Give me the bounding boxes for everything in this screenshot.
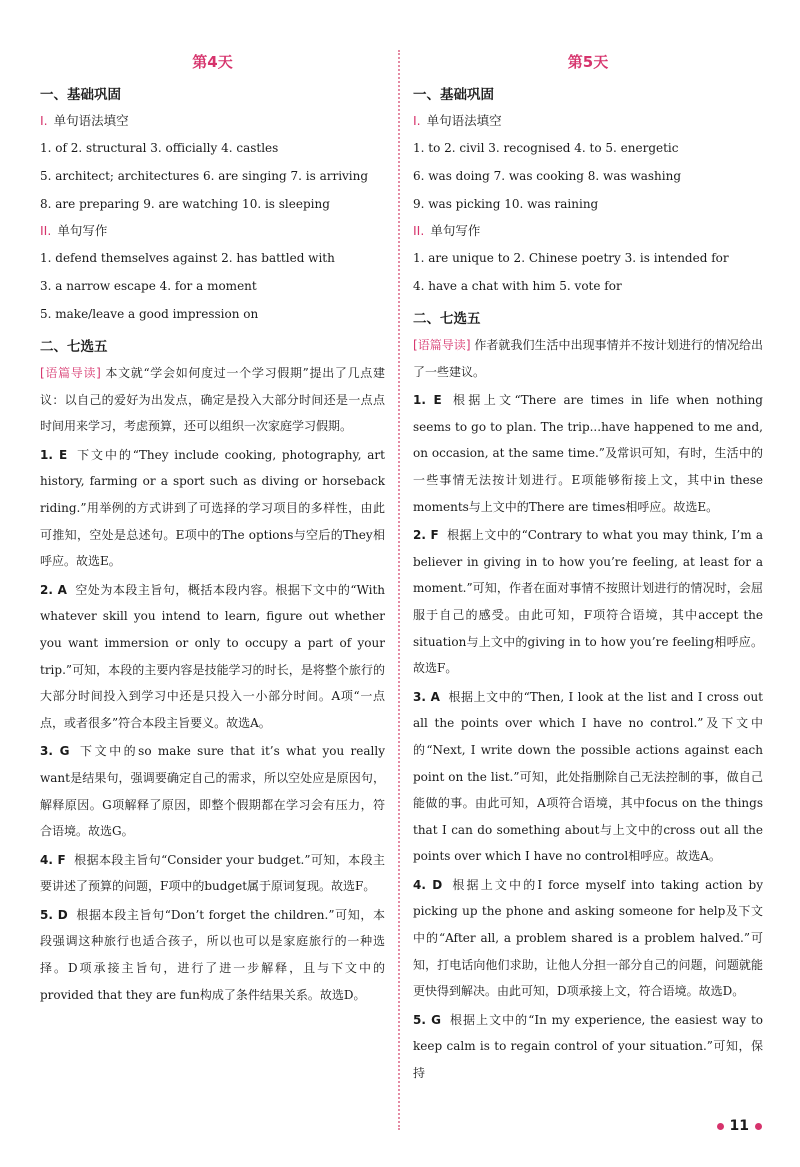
sub-label: 单句语法填空 (426, 113, 502, 128)
item-text: 根据上文中的“In my experience, the easiest way to keep calm is to regain control of your situation.”可知，保持 (413, 1012, 764, 1081)
day4-sub-writing (40, 218, 385, 244)
item-text: 空处为本段主旨句，概括本段内容。根据下文中的“With whatever skill you intend to learn, figure out whether you want immersion or only to occupy a part of your trip.”可知，本段的主要内容是技能学习的时长，是将整个旅行的大部分时间投入到学习中还是只投入一小部分时间。A项“一点点，或者很多”符合本段主旨要义。故选A。 (40, 582, 385, 730)
explanation-item (40, 847, 385, 900)
explanation-item (413, 522, 763, 682)
explanation-item (40, 902, 385, 1008)
item-text: 根据本段主旨句“Don’t forget the children.”可知，本段强调这种旅行也适合孩子，所以也可以是家庭旅行的一种选择。D项承接主旨句，进行了进一步解释，且与下文中的provided that they are fun构成了条件结果关系。故选D。 (40, 907, 385, 1002)
answer-line: 1. defend themselves against 2. has battled with (40, 251, 335, 265)
item-text: 根据上文“There are times in life when nothing seems to go to plan. The trip...have happened to me and, on occasion, at the same time.”及常识可知，有时，生活中的一些事情无法按计划进行。E项能够衔接上文，其中in these moments与上文中的There are times相呼应。故选E。 (413, 393, 763, 514)
explanation-item (40, 738, 385, 844)
day5-section-basics: 一、基础巩固 (413, 87, 494, 103)
item-text: 下文中的“They include cooking, photography, art history, farming or a sport such as diving or horseback riding.”用举例的方式讲到了可选择的学习项目的多样性，由此可推知，空处是总述句。E项中的The options与空后的They相呼应。故选E。 (40, 447, 385, 569)
page-number (717, 1118, 762, 1134)
explanation-item (413, 872, 763, 1005)
guide-text: 作者就我们生活中出现事情并不按计划进行的情况给出了一些建议。 (413, 338, 763, 379)
day5-column (413, 48, 763, 1087)
day4-section-basics: 一、基础巩固 (40, 87, 121, 103)
roman-numeral: I. (413, 113, 421, 128)
day4-sub-grammar (40, 108, 385, 134)
answer-line: 9. was picking 10. was raining (413, 197, 599, 211)
item-number: 1. E (40, 447, 68, 462)
item-number: 2. F (413, 528, 439, 543)
explanation-item (413, 387, 763, 520)
day5-sub-grammar (413, 108, 763, 134)
sub-label: 单句写作 (57, 223, 108, 238)
day4-section-seven-five: 二、七选五 (40, 339, 108, 355)
item-text: 根据上文中的“Contrary to what you may think, I’m a believer in giving in to how you’re feeling, at least for a moment.”可知，作者在面对事情不按照计划进行的情况时，会屈服于自己的感受。由此可知，F项符合语境，其中accept the situation与上文中的giving in to how you’re feeling相呼应。故选F。 (413, 528, 763, 676)
day4-title: 第4天 (192, 53, 233, 71)
sub-label: 单句语法填空 (53, 113, 129, 128)
day5-sub-writing (413, 218, 763, 244)
item-text: 下文中的so make sure that it’s what you really want是结果句，强调要确定自己的需求，所以空处应是原因句，解释原因。G项解释了原因，即整个假期都在学习会有压力，符合语境。故选G。 (40, 744, 385, 839)
explanation-item (413, 1007, 763, 1087)
guide-tag: [语篇导读] (413, 338, 471, 352)
answer-line: 4. have a chat with him 5. vote for (413, 279, 622, 293)
explanation-item (413, 684, 763, 870)
page-number-text: 11 (729, 1118, 749, 1134)
item-number: 3. A (413, 689, 440, 704)
guide-text: 本文就“学会如何度过一个学习假期”提出了几点建议：以自己的爱好为出发点，确定是投入大部分时间还是一点点时间用来学习，考虑预算，还可以组织一次家庭学习假期。 (40, 366, 385, 434)
day5-title: 第5天 (567, 53, 609, 71)
roman-numeral: II. (413, 223, 425, 238)
sub-label: 单句写作 (430, 223, 481, 238)
item-number: 3. G (40, 744, 70, 759)
item-number: 4. F (40, 852, 66, 867)
item-number: 2. A (40, 582, 67, 597)
left-dot-icon (717, 1123, 724, 1130)
item-text: 根据上文中的I force myself into taking action by picking up the phone and asking someone for help及下文中的“After all, a problem shared is a problem halved.”可知，打电话向他们求助，让他人分担一部分自己的问题，问题就能更快得到解决。由此可知，D项承接上文，符合语境。故选D。 (413, 877, 764, 999)
item-number: 5. D (40, 907, 68, 922)
answer-line: 6. was doing 7. was cooking 8. was washing (413, 169, 682, 183)
answer-line: 3. a narrow escape 4. for a moment (40, 279, 257, 293)
day5-section-seven-five: 二、七选五 (413, 311, 481, 327)
day4-guide (40, 360, 385, 440)
item-number: 5. G (413, 1012, 441, 1027)
item-text: 根据上文中的“Then, I look at the list and I cross out all the points over which I have no control.”及下文中的“Next, I write down the possible actions against each point on the list.”可知，此处指删除自己无法控制的事，做自己能做的事。由此可知，A项符合语境，其中focus on the things that I can do something about与上文中的cross out all the points over which I have no control相呼应。故选A。 (413, 689, 763, 864)
item-text: 根据本段主旨句“Consider your budget.”可知，本段主要讲述了预算的问题，F项中的budget属于原词复现。故选F。 (40, 852, 385, 894)
item-number: 4. D (413, 877, 443, 892)
explanation-item (40, 442, 385, 575)
answer-line: 5. make/leave a good impression on (40, 307, 259, 321)
column-divider (398, 50, 400, 1130)
answer-line: 5. architect; architectures 6. are singing 7. is arriving (40, 169, 369, 183)
day4-column (40, 48, 385, 1008)
right-dot-icon (755, 1123, 762, 1130)
answer-line: 1. of 2. structural 3. officially 4. castles (40, 141, 279, 155)
day5-guide (413, 332, 763, 385)
explanation-item (40, 577, 385, 737)
guide-tag: [语篇导读] (40, 366, 101, 380)
roman-numeral: II. (40, 223, 52, 238)
answer-line: 8. are preparing 9. are watching 10. is sleeping (40, 197, 330, 211)
answer-line: 1. are unique to 2. Chinese poetry 3. is intended for (413, 251, 729, 265)
answer-line: 1. to 2. civil 3. recognised 4. to 5. energetic (413, 141, 679, 155)
roman-numeral: I. (40, 113, 48, 128)
item-number: 1. E (413, 393, 442, 408)
